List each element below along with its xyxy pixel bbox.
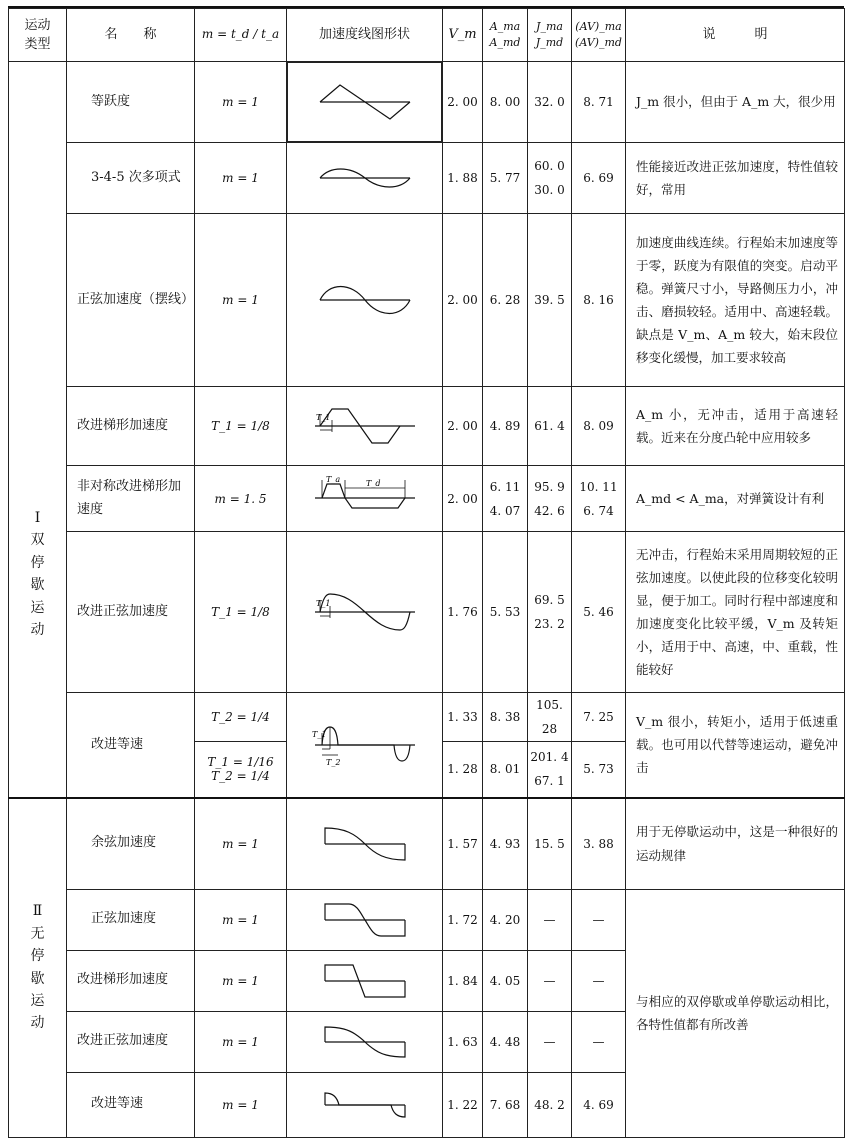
- row-am: 6. 28: [483, 214, 528, 387]
- table-row: [9, 532, 845, 693]
- row-jm: 95. 9 42. 6: [528, 466, 572, 532]
- svg-text:T_d: T_d: [365, 478, 380, 488]
- graph-trapezoid-icon: [310, 404, 420, 448]
- row-am: 8. 00: [483, 62, 528, 143]
- row-desc: 加速度曲线连续。行程始末加速度等于零，跃度为有限值的突变。启动平稳。弹簧尺寸小，导路侧压力小，冲击、磨损较轻。适用中、高速轻载。缺点是 V_m、A_m 较大，始末段位移变化缓慢，加工要求较高: [626, 214, 845, 387]
- table-row: [9, 798, 845, 890]
- accel-graph-sine: [287, 214, 443, 387]
- row-m: m = 1: [195, 143, 287, 214]
- accel-graph-trap2: [287, 950, 443, 1011]
- row-m: m = 1: [195, 62, 287, 143]
- group-1-label: Ⅰ 双 停 歇 运 动: [9, 62, 67, 798]
- row-m: m = 1: [195, 950, 287, 1011]
- row-name: 余弦加速度: [67, 798, 195, 890]
- accel-graph-const2: [287, 1072, 443, 1137]
- row-jm: —: [528, 950, 572, 1011]
- row-jm: 105. 28: [528, 693, 572, 742]
- row-desc: A_md < A_ma，对弹簧设计有利: [626, 466, 845, 532]
- graph-modified-sine-nodwell-icon: [315, 1022, 415, 1062]
- header-av: (AV)_ma (AV)_md: [572, 9, 626, 62]
- svg-text:T_1: T_1: [315, 413, 330, 422]
- row-am: 4. 93: [483, 798, 528, 890]
- graph-modified-constant-icon: [310, 719, 420, 771]
- row-am: 5. 53: [483, 532, 528, 693]
- header-shape: 加速度线图形状: [287, 9, 443, 62]
- row-am: 4. 48: [483, 1011, 528, 1072]
- row-desc: J_m 很小，但由于 A_m 大，很少用: [626, 62, 845, 143]
- row-m: T_1 = 1/16 T_2 = 1/4: [195, 742, 287, 798]
- svg-text:T_a: T_a: [325, 475, 340, 484]
- graph-sine-icon: [315, 280, 415, 320]
- graph-modified-sine-icon: [310, 588, 420, 636]
- accel-graph-poly: [287, 143, 443, 214]
- row-av: 10. 11 6. 74: [572, 466, 626, 532]
- graph-cosine-icon: [315, 822, 415, 866]
- row-name: 改进正弦加速度: [67, 1011, 195, 1072]
- row-vm: 2. 00: [443, 62, 483, 143]
- table-row: [9, 889, 845, 950]
- table-row: [9, 693, 845, 742]
- row-am: 4. 05: [483, 950, 528, 1011]
- header-vm: V_m: [443, 9, 483, 62]
- row-jm: —: [528, 1011, 572, 1072]
- header-name: 名 称: [67, 9, 195, 62]
- table-row: [9, 466, 845, 532]
- group-2-label: Ⅱ 无 停 歇 运 动: [9, 798, 67, 1138]
- row-av: 7. 25: [572, 693, 626, 742]
- row-vm: 1. 88: [443, 143, 483, 214]
- row-av: 8. 09: [572, 387, 626, 466]
- table-row: [9, 387, 845, 466]
- row-name: 改进梯形加速度: [67, 950, 195, 1011]
- row-desc: A_m 小，无冲击，适用于高速轻载。近来在分度凸轮中应用较多: [626, 387, 845, 466]
- accel-graph-trap: [287, 387, 443, 466]
- row-m: m = 1: [195, 798, 287, 890]
- row-vm: 1. 28: [443, 742, 483, 798]
- row-am: 7. 68: [483, 1072, 528, 1137]
- svg-text:T_1: T_1: [311, 729, 326, 739]
- row-name: 3-4-5 次多项式: [67, 143, 195, 214]
- row-jm: 60. 0 30. 0: [528, 143, 572, 214]
- row-jm: 39. 5: [528, 214, 572, 387]
- row-vm: 2. 00: [443, 214, 483, 387]
- graph-sine-nodwell-icon: [315, 900, 415, 940]
- graph-triangle-icon: [315, 82, 415, 122]
- row-vm: 1. 33: [443, 693, 483, 742]
- header-type: 运动 类型: [9, 9, 67, 62]
- row-m: T_1 = 1/8: [195, 387, 287, 466]
- row-av: 8. 16: [572, 214, 626, 387]
- accel-graph-triangle: [287, 62, 442, 142]
- row-am: 6. 11 4. 07: [483, 466, 528, 532]
- row-m: m = 1: [195, 1011, 287, 1072]
- accel-graph-modsine: [287, 532, 443, 693]
- row-am: 4. 89: [483, 387, 528, 466]
- accel-graph-modsine2: [287, 1011, 443, 1072]
- row-desc: 性能接近改进正弦加速度，特性值较好，常用: [626, 143, 845, 214]
- graph-constant-nodwell-icon: [315, 1087, 415, 1123]
- row-jm: 48. 2: [528, 1072, 572, 1137]
- row-jm: 61. 4: [528, 387, 572, 466]
- row-vm: 2. 00: [443, 387, 483, 466]
- row-vm: 1. 63: [443, 1011, 483, 1072]
- accel-graph-modconst: [287, 693, 443, 798]
- row-am: 8. 38: [483, 693, 528, 742]
- row-m: T_1 = 1/8: [195, 532, 287, 693]
- header-am: A_ma A_md: [483, 9, 528, 62]
- row-m: m = 1: [195, 1072, 287, 1137]
- table-row: [9, 143, 845, 214]
- table-row: [9, 214, 845, 387]
- row-av: 6. 69: [572, 143, 626, 214]
- graph-asymmetric-icon: [310, 476, 420, 522]
- svg-text:T_1: T_1: [315, 599, 330, 608]
- row-desc: 无冲击，行程始末采用周期较短的正弦加速度。以使此段的位移变化较明显，便于加工。同时行程中部速度和加速度变化比较平缓，V_m 及转矩小，适用于中、高速，中、重载，性能较好: [626, 532, 845, 693]
- motion-law-table: [8, 8, 845, 1138]
- row-av: —: [572, 950, 626, 1011]
- row-name: 非对称改进梯形加速度: [67, 466, 195, 532]
- row-m: m = 1: [195, 889, 287, 950]
- accel-graph-cos: [287, 798, 443, 890]
- row-av: —: [572, 889, 626, 950]
- header-jm: J_ma J_md: [528, 9, 572, 62]
- row-name: 等跃度: [67, 62, 195, 143]
- merged-desc: 与相应的双停歇或单停歇运动相比，各特性值都有所改善: [626, 889, 845, 1137]
- row-vm: 1. 76: [443, 532, 483, 693]
- row-jm: —: [528, 889, 572, 950]
- row-am: 5. 77: [483, 143, 528, 214]
- row-jm: 32. 0: [528, 62, 572, 143]
- row-name: 正弦加速度（摆线）: [67, 214, 195, 387]
- row-jm: 201. 4 67. 1: [528, 742, 572, 798]
- row-m: m = 1. 5: [195, 466, 287, 532]
- row-av: 3. 88: [572, 798, 626, 890]
- row-av: 4. 69: [572, 1072, 626, 1137]
- row-m: m = 1: [195, 214, 287, 387]
- svg-text:T_2: T_2: [325, 757, 340, 767]
- row-jm: 15. 5: [528, 798, 572, 890]
- row-av: 8. 71: [572, 62, 626, 143]
- row-vm: 2. 00: [443, 466, 483, 532]
- accel-graph-sine2: [287, 889, 443, 950]
- header-m: m = t_d / t_a: [195, 9, 287, 62]
- row-name: 改进等速: [67, 1072, 195, 1137]
- row-vm: 1. 57: [443, 798, 483, 890]
- row-name: 正弦加速度: [67, 889, 195, 950]
- row-vm: 1. 72: [443, 889, 483, 950]
- row-name: 改进等速: [67, 693, 195, 798]
- row-am: 4. 20: [483, 889, 528, 950]
- row-av: —: [572, 1011, 626, 1072]
- row-vm: 1. 22: [443, 1072, 483, 1137]
- row-av: 5. 46: [572, 532, 626, 693]
- row-desc: V_m 很小，转矩小，适用于低速重载。也可用以代替等速运动，避免冲击: [626, 693, 845, 798]
- row-jm: 69. 5 23. 2: [528, 532, 572, 693]
- graph-trapezoid-nodwell-icon: [315, 961, 415, 1001]
- row-am: 8. 01: [483, 742, 528, 798]
- row-av: 5. 73: [572, 742, 626, 798]
- row-vm: 1. 84: [443, 950, 483, 1011]
- header-desc: 说 明: [626, 9, 845, 62]
- row-m: T_2 = 1/4: [195, 693, 287, 742]
- graph-poly-icon: [315, 158, 415, 198]
- row-desc: 用于无停歇运动中，这是一种很好的运动规律: [626, 798, 845, 890]
- table-row: [9, 62, 845, 143]
- header-row: [9, 9, 845, 62]
- accel-graph-asym: [287, 466, 443, 532]
- row-name: 改进正弦加速度: [67, 532, 195, 693]
- row-name: 改进梯形加速度: [67, 387, 195, 466]
